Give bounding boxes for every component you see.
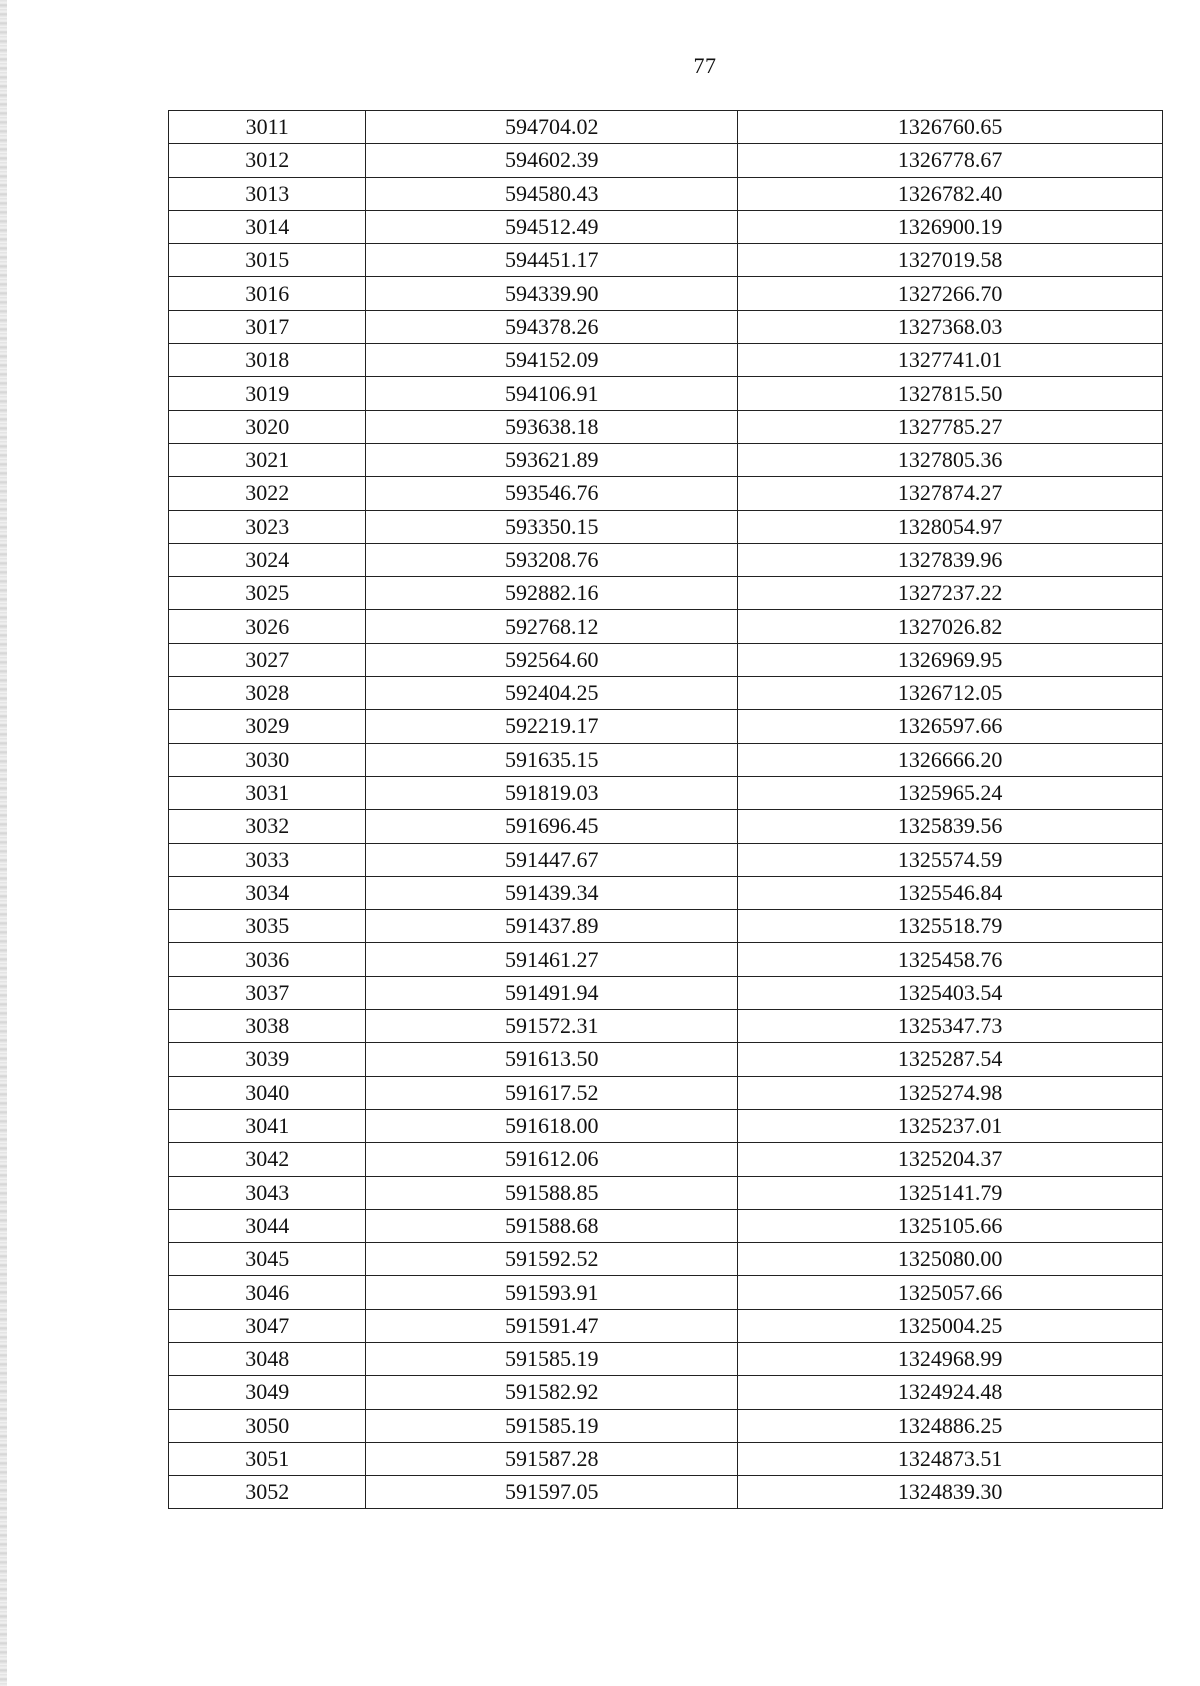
x-coordinate-cell: 592768.12 bbox=[366, 610, 738, 643]
point-id-cell: 3018 bbox=[169, 344, 366, 377]
x-coordinate-cell: 591439.34 bbox=[366, 876, 738, 909]
y-coordinate-cell: 1324873.51 bbox=[738, 1442, 1163, 1475]
x-coordinate-cell: 591461.27 bbox=[366, 943, 738, 976]
point-id-cell: 3048 bbox=[169, 1342, 366, 1375]
point-id-cell: 3052 bbox=[169, 1476, 366, 1509]
point-id-cell: 3016 bbox=[169, 277, 366, 310]
table-row bbox=[169, 1143, 1163, 1176]
point-id-cell: 3014 bbox=[169, 210, 366, 243]
y-coordinate-cell: 1325347.73 bbox=[738, 1010, 1163, 1043]
point-id-cell: 3037 bbox=[169, 976, 366, 1009]
x-coordinate-cell: 591572.31 bbox=[366, 1010, 738, 1043]
x-coordinate-cell: 593208.76 bbox=[366, 543, 738, 576]
point-id-cell: 3019 bbox=[169, 377, 366, 410]
point-id-cell: 3047 bbox=[169, 1309, 366, 1342]
y-coordinate-cell: 1327266.70 bbox=[738, 277, 1163, 310]
point-id-cell: 3040 bbox=[169, 1076, 366, 1109]
x-coordinate-cell: 591582.92 bbox=[366, 1376, 738, 1409]
table-row bbox=[169, 710, 1163, 743]
x-coordinate-cell: 594704.02 bbox=[366, 111, 738, 144]
y-coordinate-cell: 1325057.66 bbox=[738, 1276, 1163, 1309]
table-row bbox=[169, 510, 1163, 543]
x-coordinate-cell: 594106.91 bbox=[366, 377, 738, 410]
y-coordinate-cell: 1326597.66 bbox=[738, 710, 1163, 743]
point-id-cell: 3043 bbox=[169, 1176, 366, 1209]
x-coordinate-cell: 591588.68 bbox=[366, 1209, 738, 1242]
point-id-cell: 3046 bbox=[169, 1276, 366, 1309]
x-coordinate-cell: 594580.43 bbox=[366, 177, 738, 210]
y-coordinate-cell: 1325274.98 bbox=[738, 1076, 1163, 1109]
y-coordinate-cell: 1324924.48 bbox=[738, 1376, 1163, 1409]
point-id-cell: 3029 bbox=[169, 710, 366, 743]
table-row bbox=[169, 443, 1163, 476]
x-coordinate-cell: 591696.45 bbox=[366, 810, 738, 843]
x-coordinate-cell: 591593.91 bbox=[366, 1276, 738, 1309]
table-row bbox=[169, 1376, 1163, 1409]
y-coordinate-cell: 1328054.97 bbox=[738, 510, 1163, 543]
point-id-cell: 3020 bbox=[169, 410, 366, 443]
table-row bbox=[169, 1176, 1163, 1209]
y-coordinate-cell: 1326778.67 bbox=[738, 144, 1163, 177]
x-coordinate-cell: 591588.85 bbox=[366, 1176, 738, 1209]
x-coordinate-cell: 593621.89 bbox=[366, 443, 738, 476]
table-row bbox=[169, 643, 1163, 676]
y-coordinate-cell: 1327026.82 bbox=[738, 610, 1163, 643]
point-id-cell: 3021 bbox=[169, 443, 366, 476]
page-number: 77 bbox=[693, 53, 717, 78]
y-coordinate-cell: 1326712.05 bbox=[738, 677, 1163, 710]
table-row bbox=[169, 610, 1163, 643]
x-coordinate-cell: 594512.49 bbox=[366, 210, 738, 243]
x-coordinate-cell: 591591.47 bbox=[366, 1309, 738, 1342]
x-coordinate-cell: 591592.52 bbox=[366, 1243, 738, 1276]
table-row bbox=[169, 1109, 1163, 1142]
table-row bbox=[169, 1476, 1163, 1509]
coordinates-table bbox=[168, 110, 1163, 1509]
table-row bbox=[169, 743, 1163, 776]
x-coordinate-cell: 592219.17 bbox=[366, 710, 738, 743]
table-row bbox=[169, 1309, 1163, 1342]
x-coordinate-cell: 594602.39 bbox=[366, 144, 738, 177]
table-row bbox=[169, 244, 1163, 277]
table-row bbox=[169, 543, 1163, 576]
x-coordinate-cell: 591585.19 bbox=[366, 1409, 738, 1442]
point-id-cell: 3017 bbox=[169, 310, 366, 343]
y-coordinate-cell: 1324968.99 bbox=[738, 1342, 1163, 1375]
y-coordinate-cell: 1327805.36 bbox=[738, 443, 1163, 476]
point-id-cell: 3036 bbox=[169, 943, 366, 976]
y-coordinate-cell: 1327019.58 bbox=[738, 244, 1163, 277]
table-row bbox=[169, 277, 1163, 310]
x-coordinate-cell: 592564.60 bbox=[366, 643, 738, 676]
x-coordinate-cell: 591587.28 bbox=[366, 1442, 738, 1475]
point-id-cell: 3022 bbox=[169, 477, 366, 510]
y-coordinate-cell: 1325839.56 bbox=[738, 810, 1163, 843]
point-id-cell: 3030 bbox=[169, 743, 366, 776]
point-id-cell: 3012 bbox=[169, 144, 366, 177]
y-coordinate-cell: 1327741.01 bbox=[738, 344, 1163, 377]
y-coordinate-cell: 1327815.50 bbox=[738, 377, 1163, 410]
table-row bbox=[169, 677, 1163, 710]
point-id-cell: 3031 bbox=[169, 776, 366, 809]
x-coordinate-cell: 591617.52 bbox=[366, 1076, 738, 1109]
x-coordinate-cell: 591447.67 bbox=[366, 843, 738, 876]
table-row bbox=[169, 177, 1163, 210]
y-coordinate-cell: 1325141.79 bbox=[738, 1176, 1163, 1209]
x-coordinate-cell: 594451.17 bbox=[366, 244, 738, 277]
table-row bbox=[169, 876, 1163, 909]
point-id-cell: 3023 bbox=[169, 510, 366, 543]
table-row bbox=[169, 976, 1163, 1009]
point-id-cell: 3045 bbox=[169, 1243, 366, 1276]
point-id-cell: 3033 bbox=[169, 843, 366, 876]
y-coordinate-cell: 1325080.00 bbox=[738, 1243, 1163, 1276]
point-id-cell: 3050 bbox=[169, 1409, 366, 1442]
y-coordinate-cell: 1326969.95 bbox=[738, 643, 1163, 676]
y-coordinate-cell: 1325204.37 bbox=[738, 1143, 1163, 1176]
point-id-cell: 3044 bbox=[169, 1209, 366, 1242]
y-coordinate-cell: 1327874.27 bbox=[738, 477, 1163, 510]
x-coordinate-cell: 593638.18 bbox=[366, 410, 738, 443]
y-coordinate-cell: 1327237.22 bbox=[738, 577, 1163, 610]
point-id-cell: 3011 bbox=[169, 111, 366, 144]
table-row bbox=[169, 1342, 1163, 1375]
table-row bbox=[169, 144, 1163, 177]
scan-edge-artifact bbox=[0, 0, 7, 1686]
y-coordinate-cell: 1325546.84 bbox=[738, 876, 1163, 909]
table-row bbox=[169, 111, 1163, 144]
point-id-cell: 3035 bbox=[169, 910, 366, 943]
table-row bbox=[169, 1243, 1163, 1276]
table-row bbox=[169, 1043, 1163, 1076]
table-row bbox=[169, 943, 1163, 976]
table-row bbox=[169, 843, 1163, 876]
y-coordinate-cell: 1324839.30 bbox=[738, 1476, 1163, 1509]
table-row bbox=[169, 1409, 1163, 1442]
point-id-cell: 3025 bbox=[169, 577, 366, 610]
y-coordinate-cell: 1327368.03 bbox=[738, 310, 1163, 343]
y-coordinate-cell: 1325287.54 bbox=[738, 1043, 1163, 1076]
x-coordinate-cell: 591491.94 bbox=[366, 976, 738, 1009]
table-row bbox=[169, 310, 1163, 343]
y-coordinate-cell: 1327785.27 bbox=[738, 410, 1163, 443]
point-id-cell: 3032 bbox=[169, 810, 366, 843]
table-row bbox=[169, 477, 1163, 510]
x-coordinate-cell: 592404.25 bbox=[366, 677, 738, 710]
table-row bbox=[169, 1076, 1163, 1109]
table-row bbox=[169, 210, 1163, 243]
point-id-cell: 3034 bbox=[169, 876, 366, 909]
y-coordinate-cell: 1325518.79 bbox=[738, 910, 1163, 943]
y-coordinate-cell: 1326782.40 bbox=[738, 177, 1163, 210]
y-coordinate-cell: 1326900.19 bbox=[738, 210, 1163, 243]
y-coordinate-cell: 1325458.76 bbox=[738, 943, 1163, 976]
y-coordinate-cell: 1325403.54 bbox=[738, 976, 1163, 1009]
x-coordinate-cell: 594152.09 bbox=[366, 344, 738, 377]
y-coordinate-cell: 1326760.65 bbox=[738, 111, 1163, 144]
table-row bbox=[169, 1442, 1163, 1475]
table-row bbox=[169, 1276, 1163, 1309]
point-id-cell: 3041 bbox=[169, 1109, 366, 1142]
table-row bbox=[169, 776, 1163, 809]
point-id-cell: 3028 bbox=[169, 677, 366, 710]
x-coordinate-cell: 591437.89 bbox=[366, 910, 738, 943]
point-id-cell: 3026 bbox=[169, 610, 366, 643]
x-coordinate-cell: 594339.90 bbox=[366, 277, 738, 310]
y-coordinate-cell: 1325574.59 bbox=[738, 843, 1163, 876]
table-row bbox=[169, 377, 1163, 410]
x-coordinate-cell: 594378.26 bbox=[366, 310, 738, 343]
x-coordinate-cell: 593350.15 bbox=[366, 510, 738, 543]
point-id-cell: 3015 bbox=[169, 244, 366, 277]
x-coordinate-cell: 591819.03 bbox=[366, 776, 738, 809]
point-id-cell: 3039 bbox=[169, 1043, 366, 1076]
y-coordinate-cell: 1326666.20 bbox=[738, 743, 1163, 776]
y-coordinate-cell: 1325965.24 bbox=[738, 776, 1163, 809]
x-coordinate-cell: 591618.00 bbox=[366, 1109, 738, 1142]
x-coordinate-cell: 592882.16 bbox=[366, 577, 738, 610]
table-row bbox=[169, 1010, 1163, 1043]
table-row bbox=[169, 910, 1163, 943]
x-coordinate-cell: 591613.50 bbox=[366, 1043, 738, 1076]
point-id-cell: 3027 bbox=[169, 643, 366, 676]
point-id-cell: 3042 bbox=[169, 1143, 366, 1176]
table-row bbox=[169, 810, 1163, 843]
x-coordinate-cell: 591635.15 bbox=[366, 743, 738, 776]
y-coordinate-cell: 1327839.96 bbox=[738, 543, 1163, 576]
y-coordinate-cell: 1325237.01 bbox=[738, 1109, 1163, 1142]
point-id-cell: 3024 bbox=[169, 543, 366, 576]
point-id-cell: 3038 bbox=[169, 1010, 366, 1043]
table-row bbox=[169, 577, 1163, 610]
x-coordinate-cell: 591612.06 bbox=[366, 1143, 738, 1176]
x-coordinate-cell: 593546.76 bbox=[366, 477, 738, 510]
y-coordinate-cell: 1325105.66 bbox=[738, 1209, 1163, 1242]
point-id-cell: 3049 bbox=[169, 1376, 366, 1409]
y-coordinate-cell: 1324886.25 bbox=[738, 1409, 1163, 1442]
table-row bbox=[169, 344, 1163, 377]
x-coordinate-cell: 591585.19 bbox=[366, 1342, 738, 1375]
coordinates-table-body bbox=[169, 111, 1163, 1509]
y-coordinate-cell: 1325004.25 bbox=[738, 1309, 1163, 1342]
table-row bbox=[169, 410, 1163, 443]
point-id-cell: 3051 bbox=[169, 1442, 366, 1475]
point-id-cell: 3013 bbox=[169, 177, 366, 210]
x-coordinate-cell: 591597.05 bbox=[366, 1476, 738, 1509]
table-row bbox=[169, 1209, 1163, 1242]
